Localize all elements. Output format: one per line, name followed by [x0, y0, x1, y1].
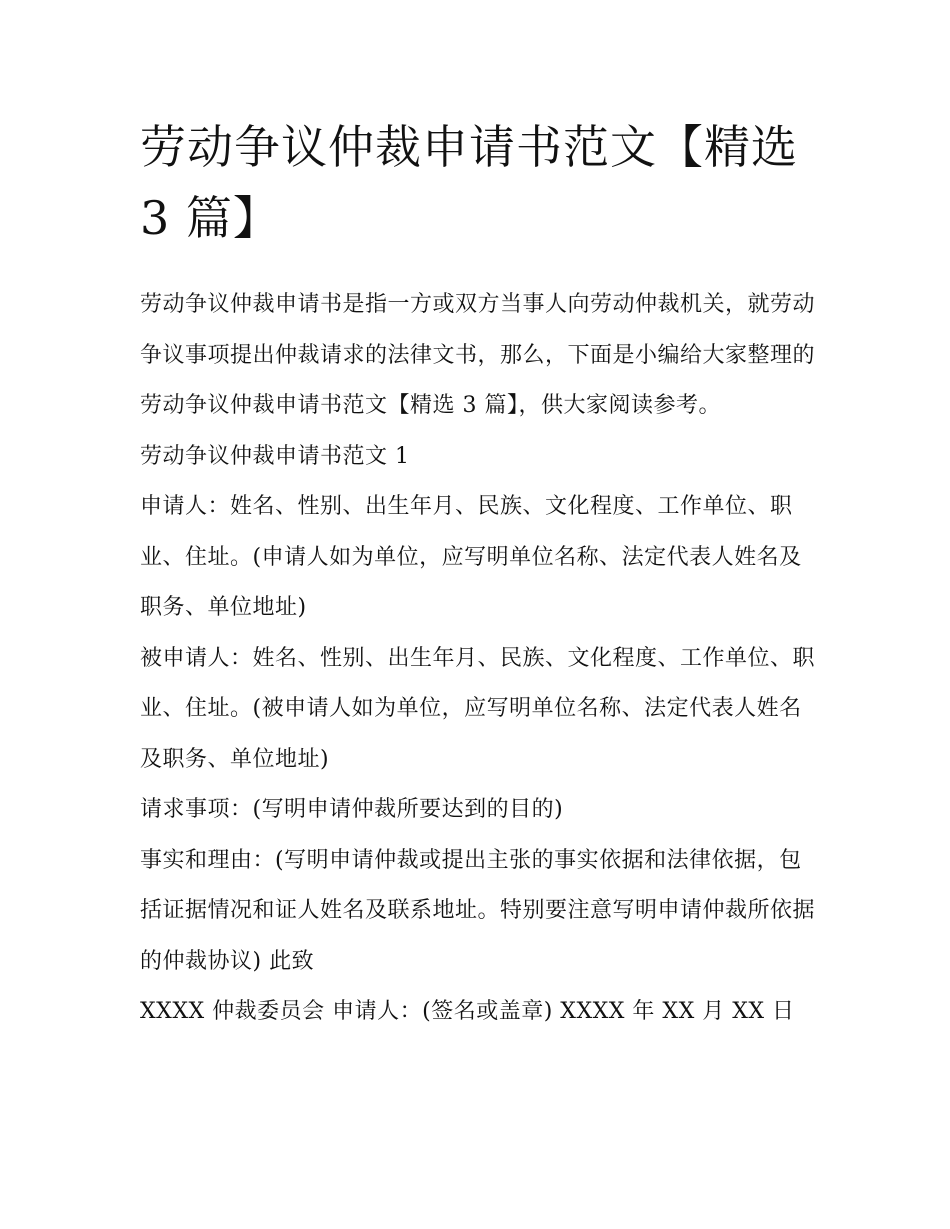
request-paragraph: 请求事项：(写明申请仲裁所要达到的目的)	[140, 797, 564, 822]
intro-paragraph: 劳动争议仲裁申请书是指一方或双方当事人向劳动仲裁机关，就劳动争议事项提出仲裁请求的法律文书，那么，下面是小编给大家整理的劳动争议仲裁申请书范文【精选 3 篇】，供大家阅读参考。	[140, 292, 816, 418]
document-title: 劳动争议仲裁申请书范文【精选 3 篇】	[140, 120, 798, 245]
respondent-paragraph: 被申请人：姓名、性别、出生年月、民族、文化程度、工作单位、职业、住址。(被申请人如为单位，应写明单位名称、法定代表人姓名及职务、单位地址)	[140, 645, 816, 772]
document-body	[140, 280, 820, 1038]
section-heading: 劳动争议仲裁申请书范文 1	[140, 443, 410, 469]
facts-paragraph: 事实和理由：(写明申请仲裁或提出主张的事实依据和法律依据，包括证据情况和证人姓名及联系地址。特别要注意写明申请仲裁所依据的仲裁协议) 此致	[140, 847, 816, 974]
signature-line: XXXX 仲裁委员会 申请人：(签名或盖章) XXXX 年 XX 月 XX 日	[140, 999, 795, 1024]
applicant-paragraph: 申请人：姓名、性别、出生年月、民族、文化程度、工作单位、职业、住址。(申请人如为单位，应写明单位名称、法定代表人姓名及职务、单位地址)	[140, 494, 802, 620]
